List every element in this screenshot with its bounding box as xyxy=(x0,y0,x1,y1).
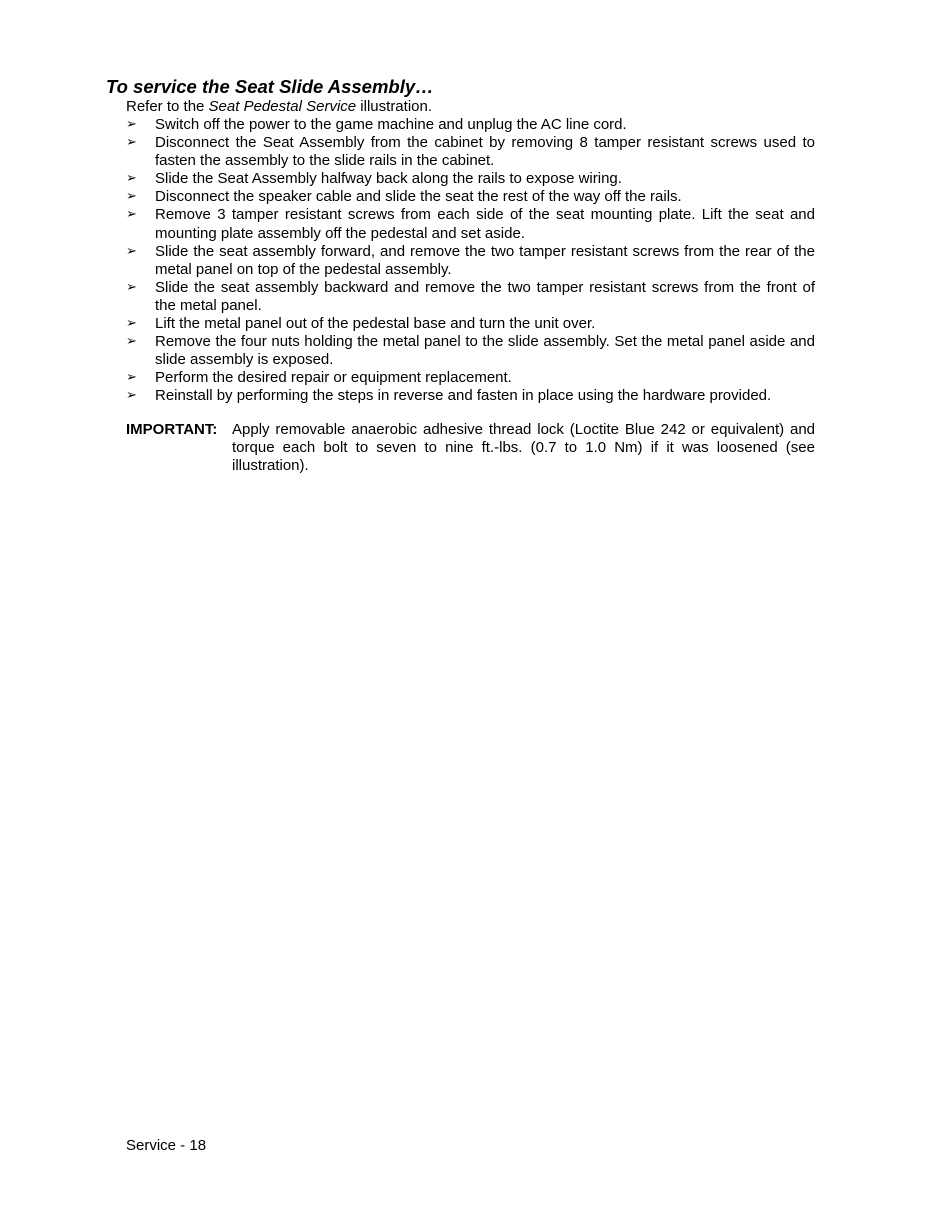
arrow-bullet-icon: ➢ xyxy=(126,189,137,205)
intro-paragraph xyxy=(126,98,432,116)
arrow-bullet-icon: ➢ xyxy=(126,316,137,332)
important-label: IMPORTANT: xyxy=(126,421,218,438)
service-steps-list xyxy=(126,116,815,406)
list-item xyxy=(126,369,815,387)
page-footer: Service - 18 xyxy=(126,1137,207,1154)
list-item xyxy=(126,206,815,242)
important-note xyxy=(126,421,815,475)
step-text: Disconnect the speaker cable and slide the seat the rest of the way off the rails. xyxy=(155,188,682,206)
arrow-bullet-icon: ➢ xyxy=(126,135,137,151)
list-item xyxy=(126,134,815,170)
step-text: Remove the four nuts holding the metal panel to the slide assembly. Set the metal panel aside and slide assembly is exposed. xyxy=(155,333,815,369)
arrow-bullet-icon: ➢ xyxy=(126,117,137,132)
list-item xyxy=(126,243,815,279)
list-item xyxy=(126,279,815,315)
step-text: Switch off the power to the game machine and unplug the AC line cord. xyxy=(155,116,627,133)
step-text: Perform the desired repair or equipment replacement. xyxy=(155,369,512,387)
arrow-bullet-icon: ➢ xyxy=(126,207,137,223)
step-text: Reinstall by performing the steps in reverse and fasten in place using the hardware provided. xyxy=(155,387,772,405)
list-item xyxy=(126,333,815,369)
intro-suffix: illustration. xyxy=(356,98,433,115)
section-heading: To service the Seat Slide Assembly… xyxy=(106,76,434,97)
step-text: Slide the seat assembly backward and remove the two tamper resistant screws from the front of the metal panel. xyxy=(155,278,815,314)
step-text: Lift the metal panel out of the pedestal base and turn the unit over. xyxy=(155,315,596,333)
arrow-bullet-icon: ➢ xyxy=(126,171,137,187)
list-item xyxy=(126,315,815,333)
list-item xyxy=(126,116,815,134)
arrow-bullet-icon: ➢ xyxy=(126,370,137,386)
intro-reference: Seat Pedestal Service xyxy=(208,98,357,115)
arrow-bullet-icon: ➢ xyxy=(126,334,137,350)
step-text: Slide the seat assembly forward, and remove the two tamper resistant screws from the rear of the metal panel on top of the pedestal assembly. xyxy=(155,242,815,278)
list-item xyxy=(126,188,815,206)
arrow-bullet-icon: ➢ xyxy=(126,243,137,259)
arrow-bullet-icon: ➢ xyxy=(126,279,137,295)
step-text: Slide the Seat Assembly halfway back along the rails to expose wiring. xyxy=(155,170,622,188)
step-text: Disconnect the Seat Assembly from the cabinet by removing 8 tamper resistant screws used to fasten the assembly to the slide rails in the cabinet. xyxy=(155,134,815,170)
important-text: Apply removable anaerobic adhesive thread lock (Loctite Blue 242 or equivalent) and torque each bolt to seven to nine ft.-lbs. (0.7 to 1.0 Nm) if it was loosened (see illustration). xyxy=(232,421,815,475)
step-text: Remove 3 tamper resistant screws from each side of the seat mounting plate. Lift the seat and mounting plate assembly off the pedestal and set aside. xyxy=(155,206,815,242)
list-item xyxy=(126,170,815,188)
intro-prefix: Refer to the xyxy=(126,98,209,115)
arrow-bullet-icon: ➢ xyxy=(126,388,137,404)
list-item xyxy=(126,387,815,405)
